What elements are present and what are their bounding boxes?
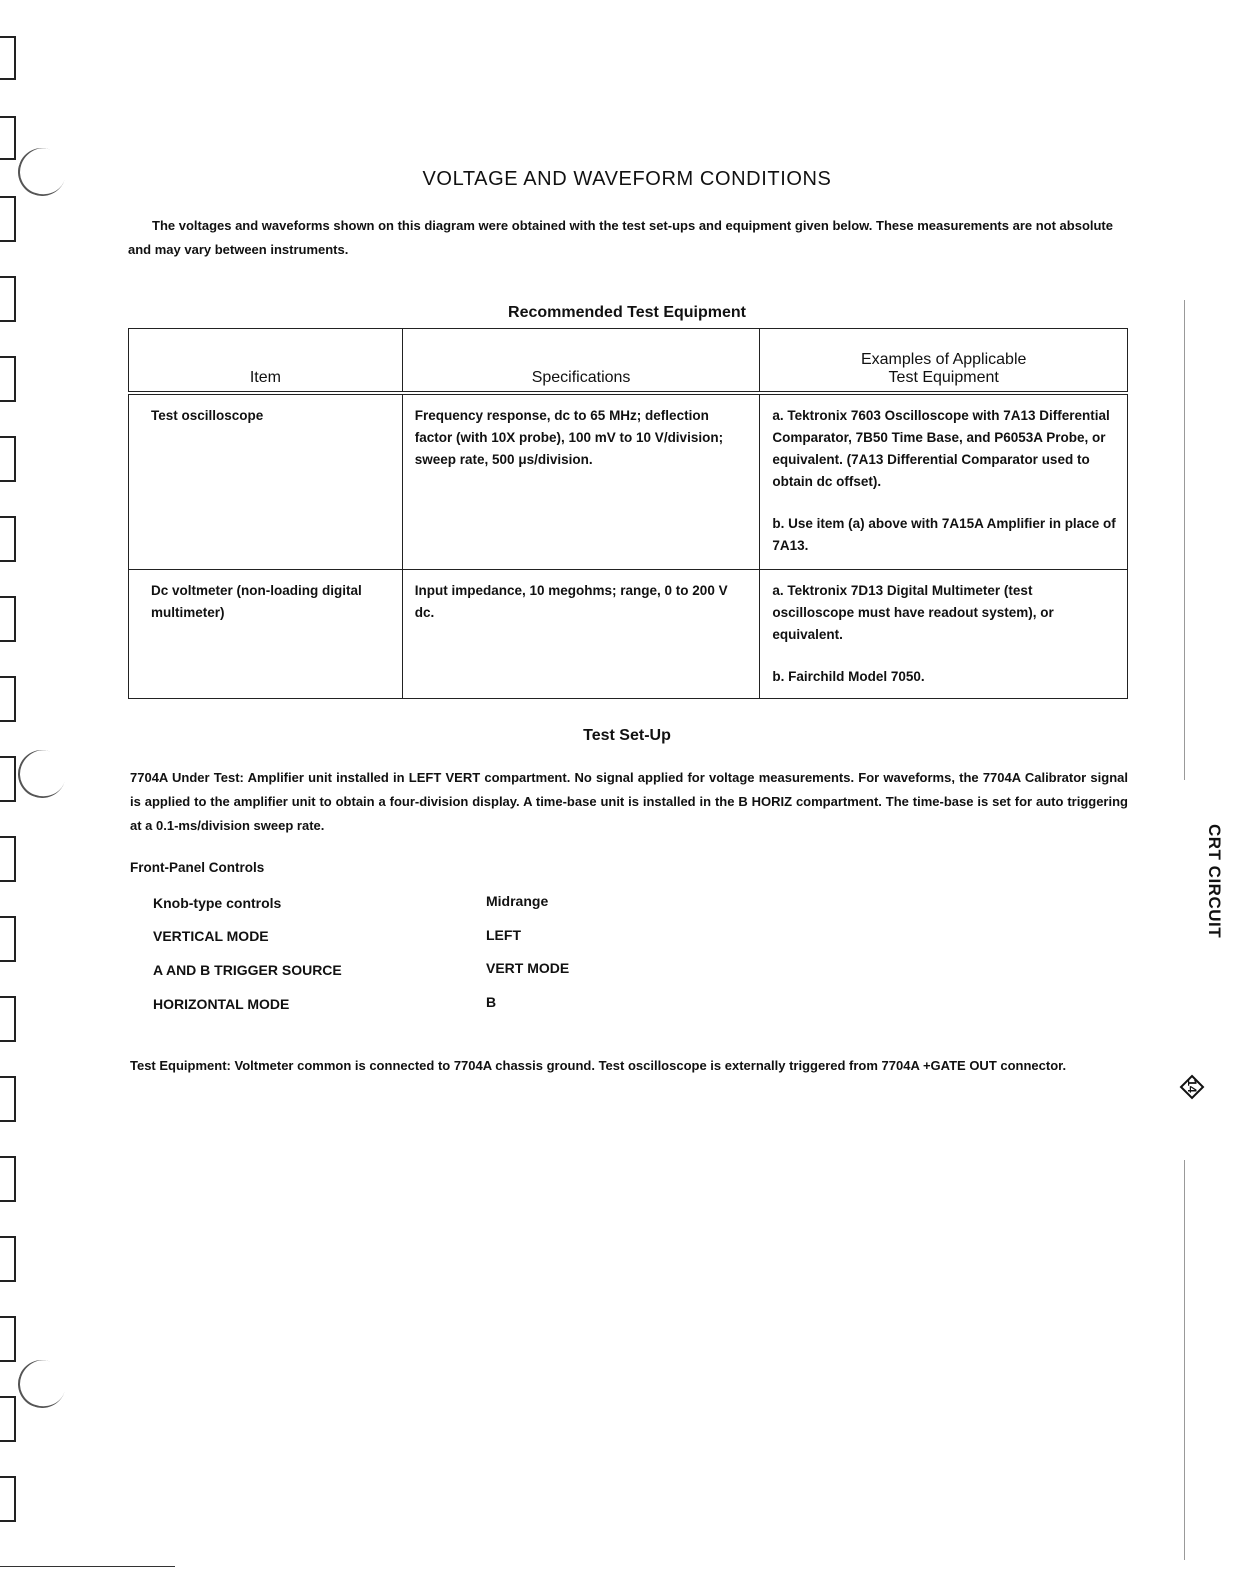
control-value: LEFT	[486, 927, 521, 943]
binding-mark	[0, 116, 16, 160]
equipment-table	[128, 328, 1128, 699]
header-examples-line2: Test Equipment	[888, 369, 999, 386]
binding-mark	[0, 916, 16, 962]
control-name: A AND B TRIGGER SOURCE	[153, 962, 342, 978]
page-edge-line	[1184, 300, 1185, 780]
binding-mark	[0, 1156, 16, 1202]
punch-hole-mark	[11, 1353, 73, 1415]
page-title: VOLTAGE AND WAVEFORM CONDITIONS	[422, 168, 832, 190]
binding-mark	[0, 1076, 16, 1122]
page-edge-line	[1184, 1160, 1185, 1560]
binding-mark	[0, 356, 16, 402]
setup-heading: Test Set-Up	[583, 727, 671, 744]
binding-mark	[0, 1236, 16, 1282]
example-a: a. Tektronix 7603 Oscilloscope with 7A13 Differential Comparator, 7B50 Time Base, and P6053A Probe, or equivalent. (7A13 Differential Comparator used to obtain dc offset).	[772, 408, 1110, 489]
example-b: b. Fairchild Model 7050.	[772, 668, 925, 684]
example-a: a. Tektronix 7D13 Digital Multimeter (test oscilloscope must have readout system), or equivalent.	[772, 582, 1054, 642]
binding-mark	[0, 1396, 16, 1442]
row-spec: Input impedance, 10 megohms; range, 0 to 200 V dc.	[402, 569, 760, 698]
binding-mark	[0, 756, 16, 802]
section-tab-label: CRT CIRCUIT	[1205, 824, 1224, 939]
table-row	[129, 569, 1128, 698]
control-value: Midrange	[486, 893, 549, 909]
control-name: Knob-type controls	[153, 895, 282, 911]
binding-mark	[0, 1316, 16, 1362]
binding-mark	[0, 996, 16, 1042]
binding-mark	[0, 676, 16, 722]
row-item: Dc voltmeter (non-loading digital multimeter)	[129, 569, 403, 698]
binding-mark	[0, 1476, 16, 1522]
binding-mark	[0, 436, 16, 482]
header-item: Item	[129, 329, 403, 394]
binding-mark	[0, 196, 16, 242]
front-panel-heading: Front-Panel Controls	[130, 860, 265, 875]
row-spec: Frequency response, dc to 65 MHz; deflection factor (with 10X probe), 100 mV to 10 V/division; sweep rate, 500 μs/division.	[402, 393, 760, 569]
header-examples-line1: Examples of Applicable	[860, 351, 1027, 368]
example-b: b. Use item (a) above with 7A15A Amplifier in place of 7A13.	[772, 516, 1116, 553]
control-name: VERTICAL MODE	[153, 928, 269, 944]
test-equipment-note: Test Equipment: Voltmeter common is connected to 7704A chassis ground. Test oscilloscope is externally triggered from 7704A +GATE OUT connector.	[130, 1058, 1067, 1073]
badge-number: 14	[1185, 1079, 1199, 1093]
table-header-row	[129, 329, 1128, 394]
header-specifications: Specifications	[402, 329, 760, 394]
row-examples	[760, 393, 1128, 569]
setup-paragraph: 7704A Under Test: Amplifier unit installed in LEFT VERT compartment. No signal applied for voltage measurements. For waveforms, the 7704A Calibrator signal is applied to the amplifier unit to obtain a four-division display. A time-base unit is installed in the B HORIZ compartment. The time-base is set for auto triggering at a 0.1-ms/division sweep rate.	[130, 770, 1128, 833]
binding-mark	[0, 836, 16, 882]
bottom-rule	[0, 1566, 175, 1567]
section-badge	[1180, 1075, 1204, 1099]
header-examples	[760, 329, 1128, 394]
control-value: B	[486, 994, 497, 1010]
row-examples	[760, 569, 1128, 698]
binding-mark	[0, 516, 16, 562]
control-name: HORIZONTAL MODE	[153, 996, 290, 1012]
table-row	[129, 393, 1128, 569]
binding-mark	[0, 596, 16, 642]
table-caption: Recommended Test Equipment	[508, 304, 746, 321]
intro-paragraph: The voltages and waveforms shown on this diagram were obtained with the test set-ups and equipment given below. These measurements are not absolute and may vary between instruments.	[128, 218, 1113, 257]
punch-hole-mark	[11, 743, 73, 805]
binding-mark	[0, 36, 16, 80]
row-item: Test oscilloscope	[129, 393, 403, 569]
control-value: VERT MODE	[486, 960, 570, 976]
